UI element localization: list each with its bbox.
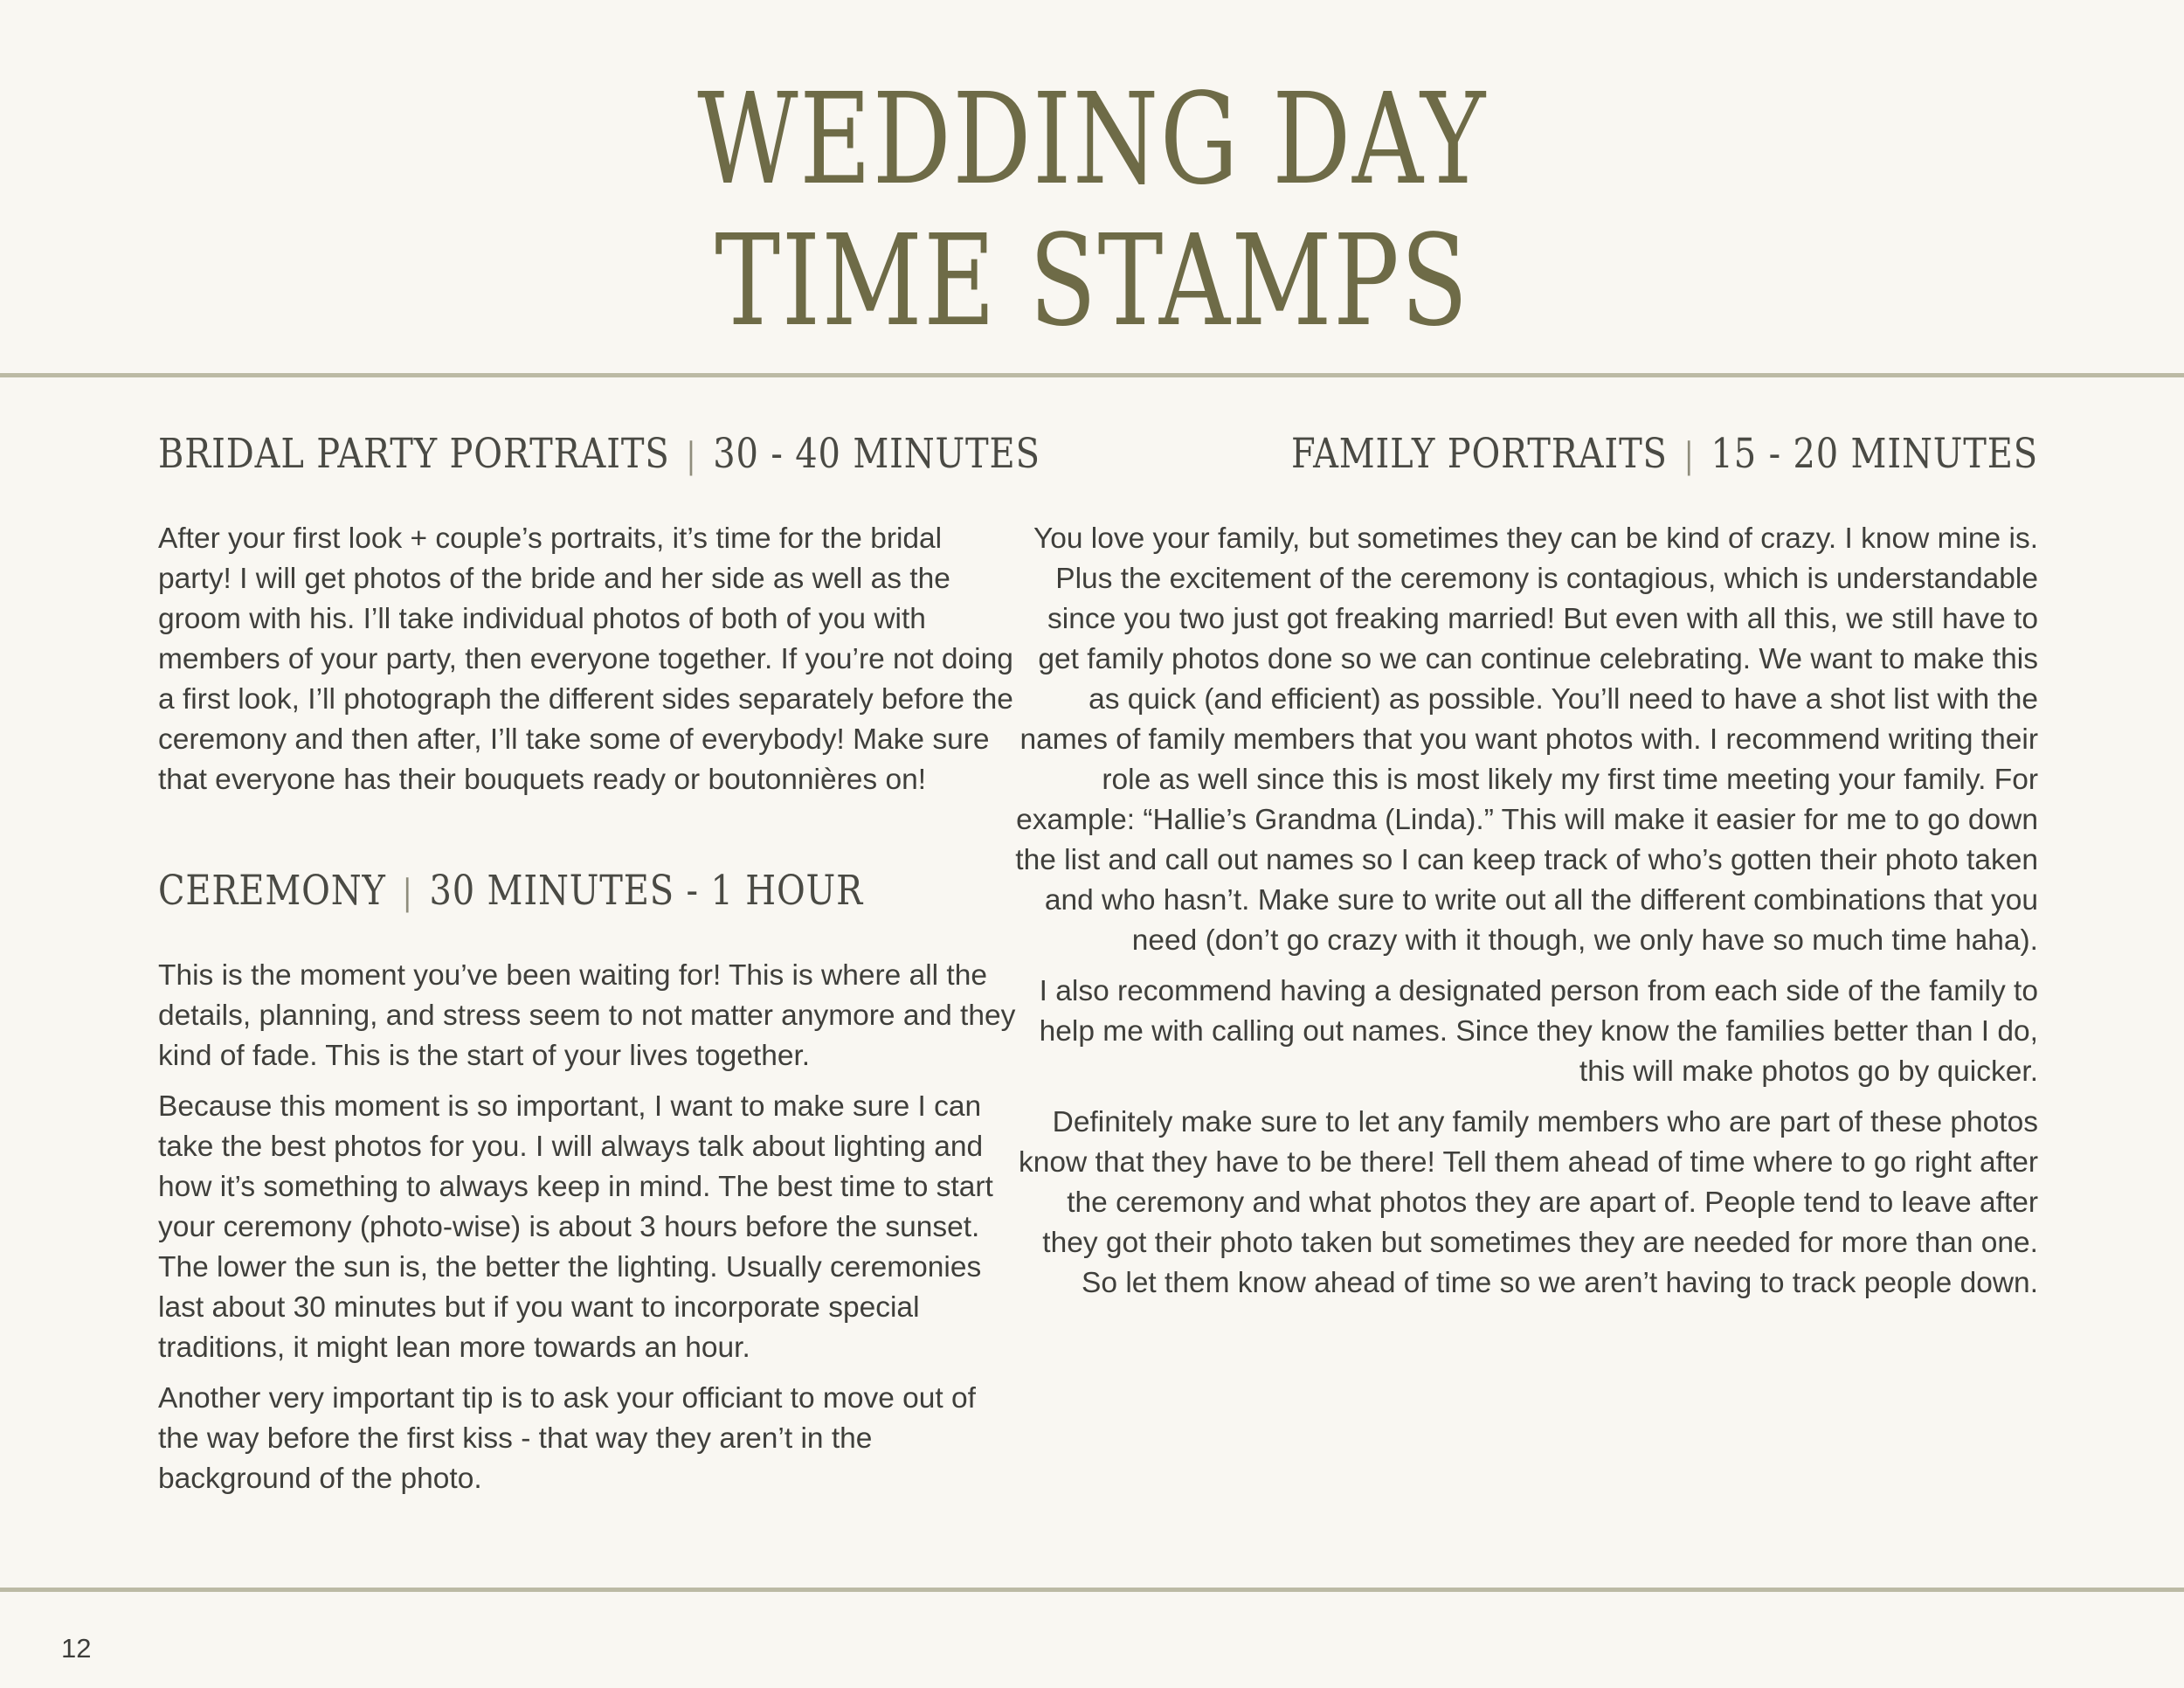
bridal-party-heading-separator: | xyxy=(686,436,697,476)
top-divider xyxy=(0,373,2184,377)
family-portraits-paragraph-3: Definitely make sure to let any family members who are part of these photos know that they have to be there! Tell them ahead of time where to go right after the ceremony and what photos they are apart of. People tend to leave after they got their photo taken but sometimes they are needed for more than one. So let them know ahead of time so we aren’t having to track people down. xyxy=(1019,1106,2038,1299)
right-column xyxy=(1007,430,2038,1304)
page-title-line-2: TIME STAMPS xyxy=(715,207,1469,354)
family-portraits-paragraph-2: I also recommend having a designated person from each side of the family to help me with calling out names. Since they know the families better than I do, this will make photos go by quicker. xyxy=(1039,975,2038,1088)
page-title xyxy=(240,66,1944,354)
ceremony-paragraph-1: This is the moment you’ve been waiting for! This is where all the details, planning, and stress seem to not matter anymore and they kind of fade. This is the start of your lives together. xyxy=(158,959,1016,1072)
paragraph-spacer xyxy=(1007,961,2038,972)
family-portraits-paragraph-1: You love your family, but sometimes they can be kind of crazy. I know mine is. Plus the excitement of the ceremony is contagious, which is understandable since you two just got freaking married! But even with all this, we still have to get family photos done so we can continue celebrating. We want to make this as quick (and efficient) as possible. You’ll need to have a shot list with the names of family members that you want photos with. I recommend writing their role as well since this is most likely my first time meeting your family. For example: “Hallie’s Grandma (Linda).” This will make it easier for me to go down the list and call out names so I can keep track of who’s gotten their photo taken and who hasn’t. Make sure to write out all the different combinations that you need (don’t go crazy with it though, we only have so much time haha). xyxy=(1015,522,2038,957)
family-portraits-heading-duration: 15 - 20 MINUTES xyxy=(1711,430,2038,478)
bridal-party-heading-duration: 30 - 40 MINUTES xyxy=(713,430,1040,478)
ceremony-paragraph-3: Another very important tip is to ask your officiant to move out of the way before the first kiss - that way they aren’t in the background of the photo. xyxy=(158,1382,976,1495)
ceremony-heading-title: CEREMONY xyxy=(158,867,386,915)
ceremony-paragraph-2: Because this moment is so important, I want to make sure I can take the best photos for you. I will always talk about lighting and how it’s something to always keep in mind. The best time to start your ceremony (photo-wise) is about 3 hours before the sunset. The lower the sun is, the better the lighting. Usually ceremonies last about 30 minutes but if you want to incorporate special traditions, it might lean more towards an hour. xyxy=(158,1090,993,1364)
bottom-divider xyxy=(0,1588,2184,1592)
ceremony-heading-duration: 30 MINUTES - 1 HOUR xyxy=(429,867,864,915)
bridal-party-heading-title: BRIDAL PARTY PORTRAITS xyxy=(158,430,670,478)
page-title-line-1: WEDDING DAY xyxy=(697,66,1487,212)
bridal-party-heading xyxy=(158,430,1040,481)
ceremony-heading xyxy=(158,867,886,917)
paragraph-spacer xyxy=(1007,1092,2038,1103)
paragraph-spacer xyxy=(158,1368,1014,1379)
ceremony-heading-separator: | xyxy=(402,873,413,913)
bridal-party-paragraph: After your first look + couple’s portraits, it’s time for the bridal party! I will get photos of the bride and her side as well as the groom with his. I’ll take individual photos of both of you with members of your party, then everyone together. If you’re not doing a first look, I’ll photograph the different sides separately before the ceremony and then after, I’ll take some of everybody! Make sure that everyone has their bouquets ready or boutonnières on! xyxy=(158,522,1013,796)
left-column xyxy=(158,430,1040,1499)
section-spacer xyxy=(158,800,1014,867)
page-number: 12 xyxy=(61,1633,92,1664)
family-portraits-heading-title: FAMILY PORTRAITS xyxy=(1290,430,1668,478)
paragraph-spacer xyxy=(158,1076,1014,1087)
family-portraits-heading-separator: | xyxy=(1683,436,1695,476)
family-portraits-heading xyxy=(1162,430,2038,481)
